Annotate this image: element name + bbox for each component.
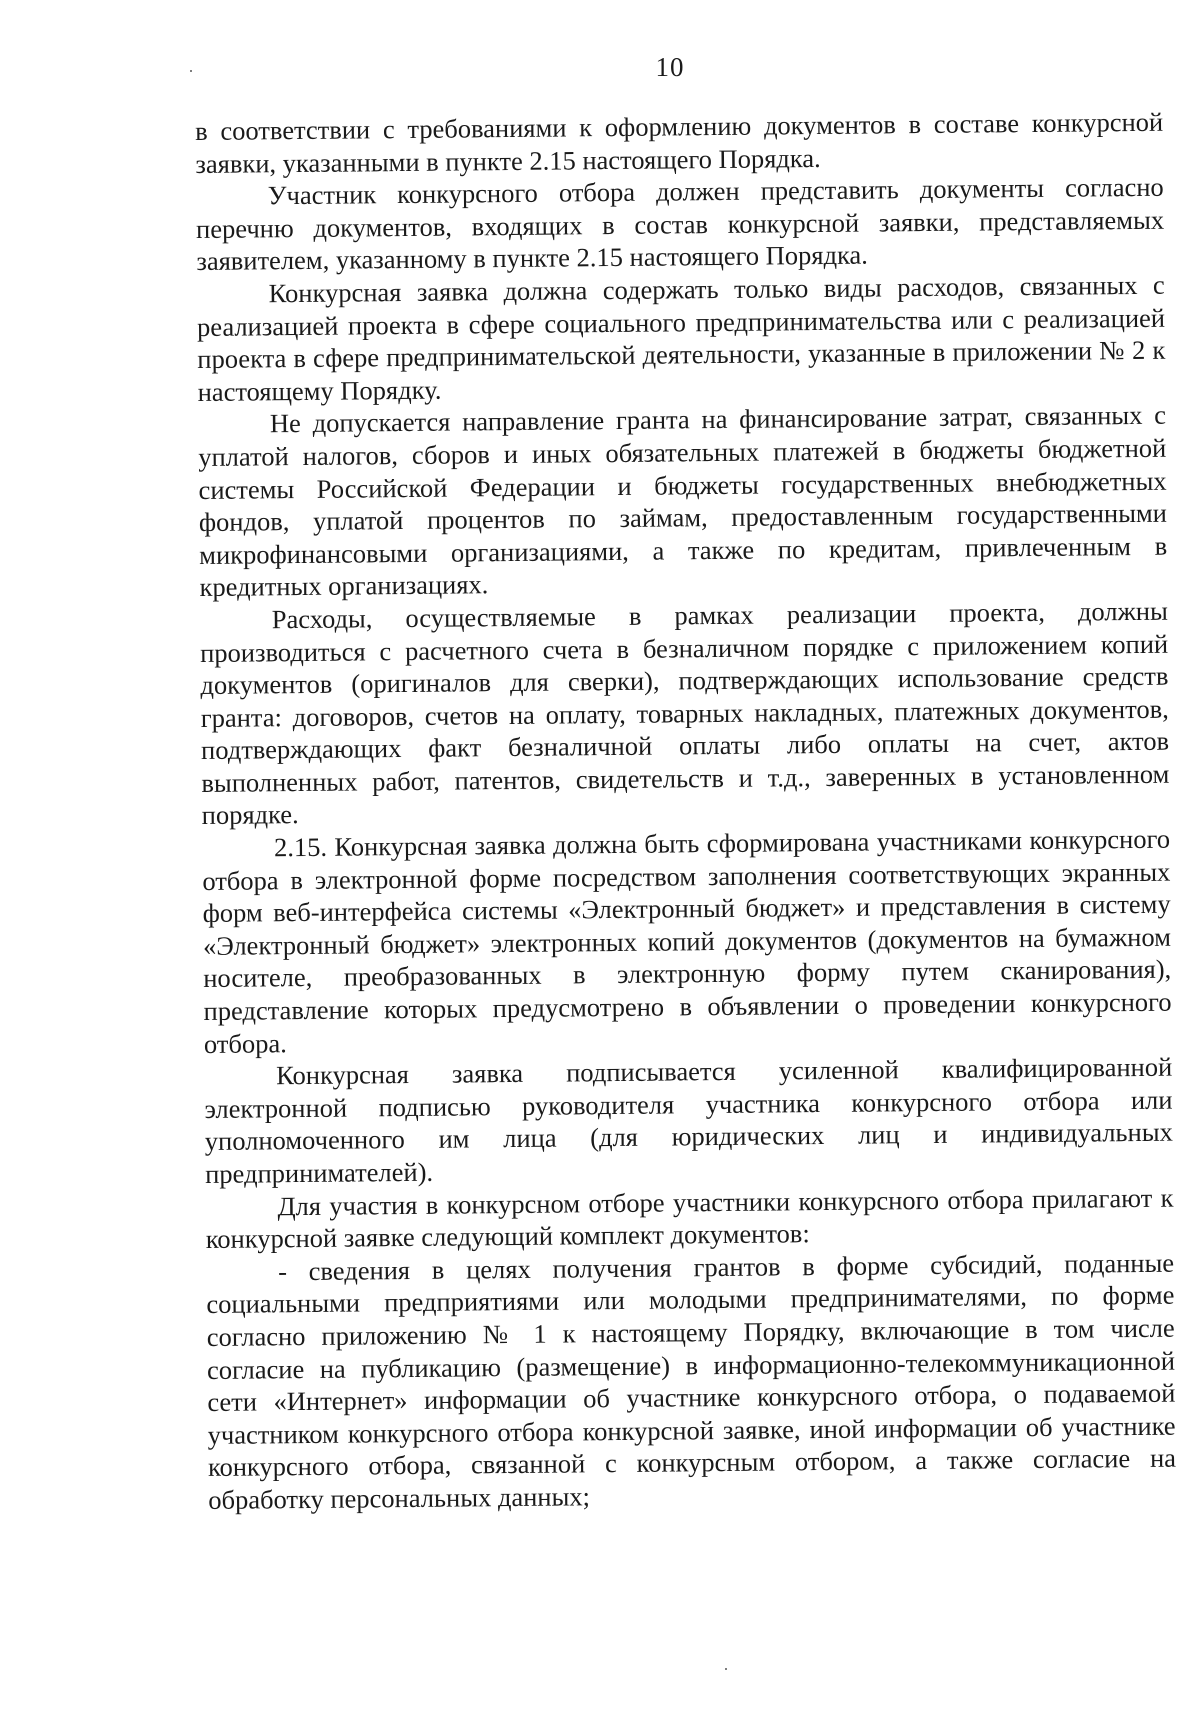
paragraph: Не допускается направление гранта на финансирование затрат, связанных с уплатой налогов, сборов и иных обязательных платежей в бюджеты бюджетной системы Российской Федерации и бюджеты государственных внебюджетных фондов, уплатой процентов по займам, предоставленным государственными микрофинансовыми организациями, а также по кредитам, привлеченным в кредитных организациях. — [198, 400, 1168, 603]
paragraph: Расходы, осуществляемые в рамках реализации проекта, должны производиться с расчетного счета в безналичном порядке с приложением копий документов (оригиналов для сверки), подтверждающих использование средств гранта: договоров, счетов на оплату, товарных накладных, платежных документов, подтверждающих факт безналичной оплаты либо оплаты на счет, актов выполненных работ, патентов, свидетельств и т.д., заверенных в установленном порядке. — [200, 595, 1170, 831]
scan-speck — [725, 1668, 727, 1670]
list-item: - сведения в целях получения грантов в форме субсидий, поданные социальными предприятиями или молодыми предпринимателями, по форме согласно приложению № 1 к настоящему Порядку, включающие в том числе согласие на публикацию (размещение) в информационно-телекоммуникационной сети «Интернет» информации об участнике конкурсного отбора, о подаваемой участником конкурсного отбора конкурсной заявке, иной информации об участнике конкурсного отбора, связанной с конкурсным отбором, а также согласие на обработку персональных данных; — [206, 1247, 1177, 1515]
paragraph: в соответствии с требованиями к оформлению документов в составе конкурсной заявки, указанными в пункте 2.15 настоящего Порядка. — [195, 106, 1164, 179]
paragraph: Для участия в конкурсном отборе участники конкурсного отбора прилагают к конкурсной заявке следующий комплект документов: — [205, 1182, 1174, 1255]
document-body — [195, 106, 1176, 1517]
scan-speck — [190, 70, 192, 72]
paragraph: Конкурсная заявка подписывается усиленной квалифицированной электронной подписью руководителя участника конкурсного отбора или уполномоченного им лица (для юридических лиц и индивидуальных предпринимателей). — [204, 1051, 1173, 1189]
page-number: 10 — [655, 52, 685, 82]
paragraph: Участник конкурсного отбора должен представить документы согласно перечню документов, входящих в состав конкурсной заявки, представляемых заявителем, указанному в пункте 2.15 настоящего Порядка. — [195, 171, 1165, 277]
paragraph: 2.15. Конкурсная заявка должна быть сформирована участниками конкурсного отбора в электронной форме посредством заполнения соответствующих экранных форм веб-интерфейса системы «Электронный бюджет» и представления в систему «Электронный бюджет» электронных копий документов (документов на бумажном носителе, преобразованных в электронную форму путем сканирования), представление которых предусмотрено в объявлении о проведении конкурсного отбора. — [202, 823, 1172, 1059]
paragraph: Конкурсная заявка должна содержать только виды расходов, связанных с реализацией проекта в сфере социального предпринимательства или с реализацией проекта в сфере предпринимательской деятельности, указанные в приложении № 2 к настоящему Порядку. — [196, 269, 1166, 407]
